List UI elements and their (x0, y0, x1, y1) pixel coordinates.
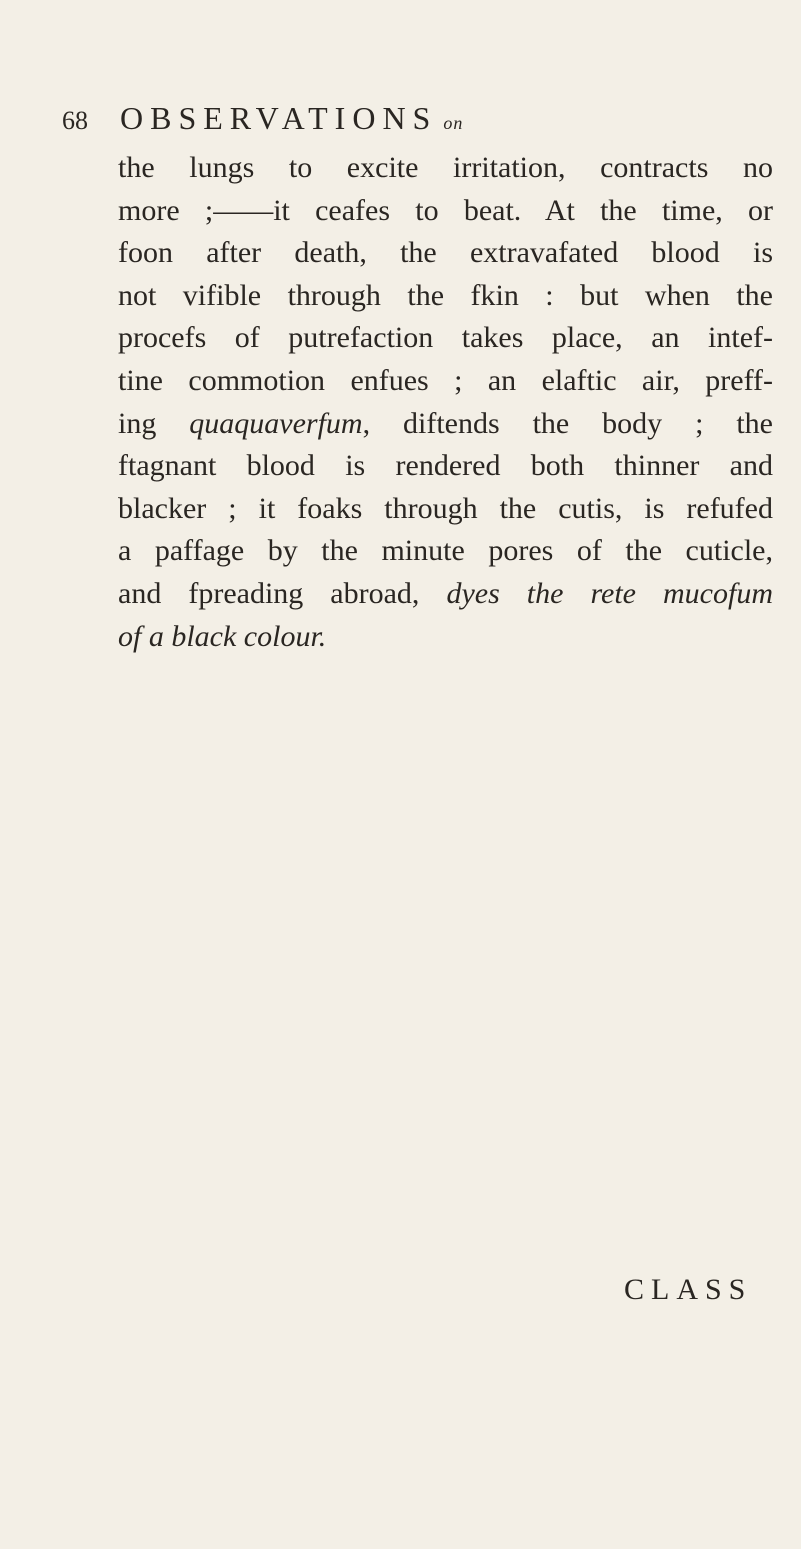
text-line (118, 573, 773, 616)
text-segment: not vifible through the fkin : but when the (118, 278, 773, 312)
text-segment: and fpreading abroad, (118, 576, 447, 610)
text-segment: procefs of putrefaction takes place, an intef- (118, 321, 773, 355)
text-line (118, 232, 773, 275)
catchword: CLASS (624, 1273, 753, 1306)
text-line (118, 360, 773, 403)
text-segment: foon after death, the extravafated blood is (118, 236, 773, 270)
text-segment: ing (118, 406, 190, 440)
page-number: 68 (62, 106, 88, 135)
running-head (62, 100, 702, 144)
italic-segment: of a black colour. (118, 619, 327, 653)
text-segment: tine commotion enfues ; an elaftic air, preff- (118, 363, 773, 397)
text-segment: ftagnant blood is rendered both thinner and (118, 449, 773, 483)
text-segment: blacker ; it foaks through the cutis, is refufed (118, 491, 773, 525)
italic-segment: quaquaverfum (189, 406, 363, 440)
text-segment: more ;——it ceafes to beat. At the time, or (118, 193, 773, 227)
text-line (118, 147, 773, 190)
running-title: OBSERVATIONS (120, 100, 438, 136)
text-segment: , diftends the body ; the (362, 406, 773, 440)
text-line (118, 317, 773, 360)
body-text (118, 147, 773, 658)
text-line (118, 275, 773, 318)
text-line (118, 488, 773, 531)
italic-segment: dyes the rete mucofum (446, 576, 773, 610)
text-line (118, 616, 773, 659)
running-title-suffix: on (443, 113, 464, 133)
text-line (118, 403, 773, 446)
text-line (118, 530, 773, 573)
text-segment: the lungs to excite irritation, contracts no (118, 151, 773, 184)
text-line (118, 445, 773, 488)
text-segment: a paffage by the minute pores of the cuticle, (118, 534, 773, 568)
text-line (118, 190, 773, 233)
